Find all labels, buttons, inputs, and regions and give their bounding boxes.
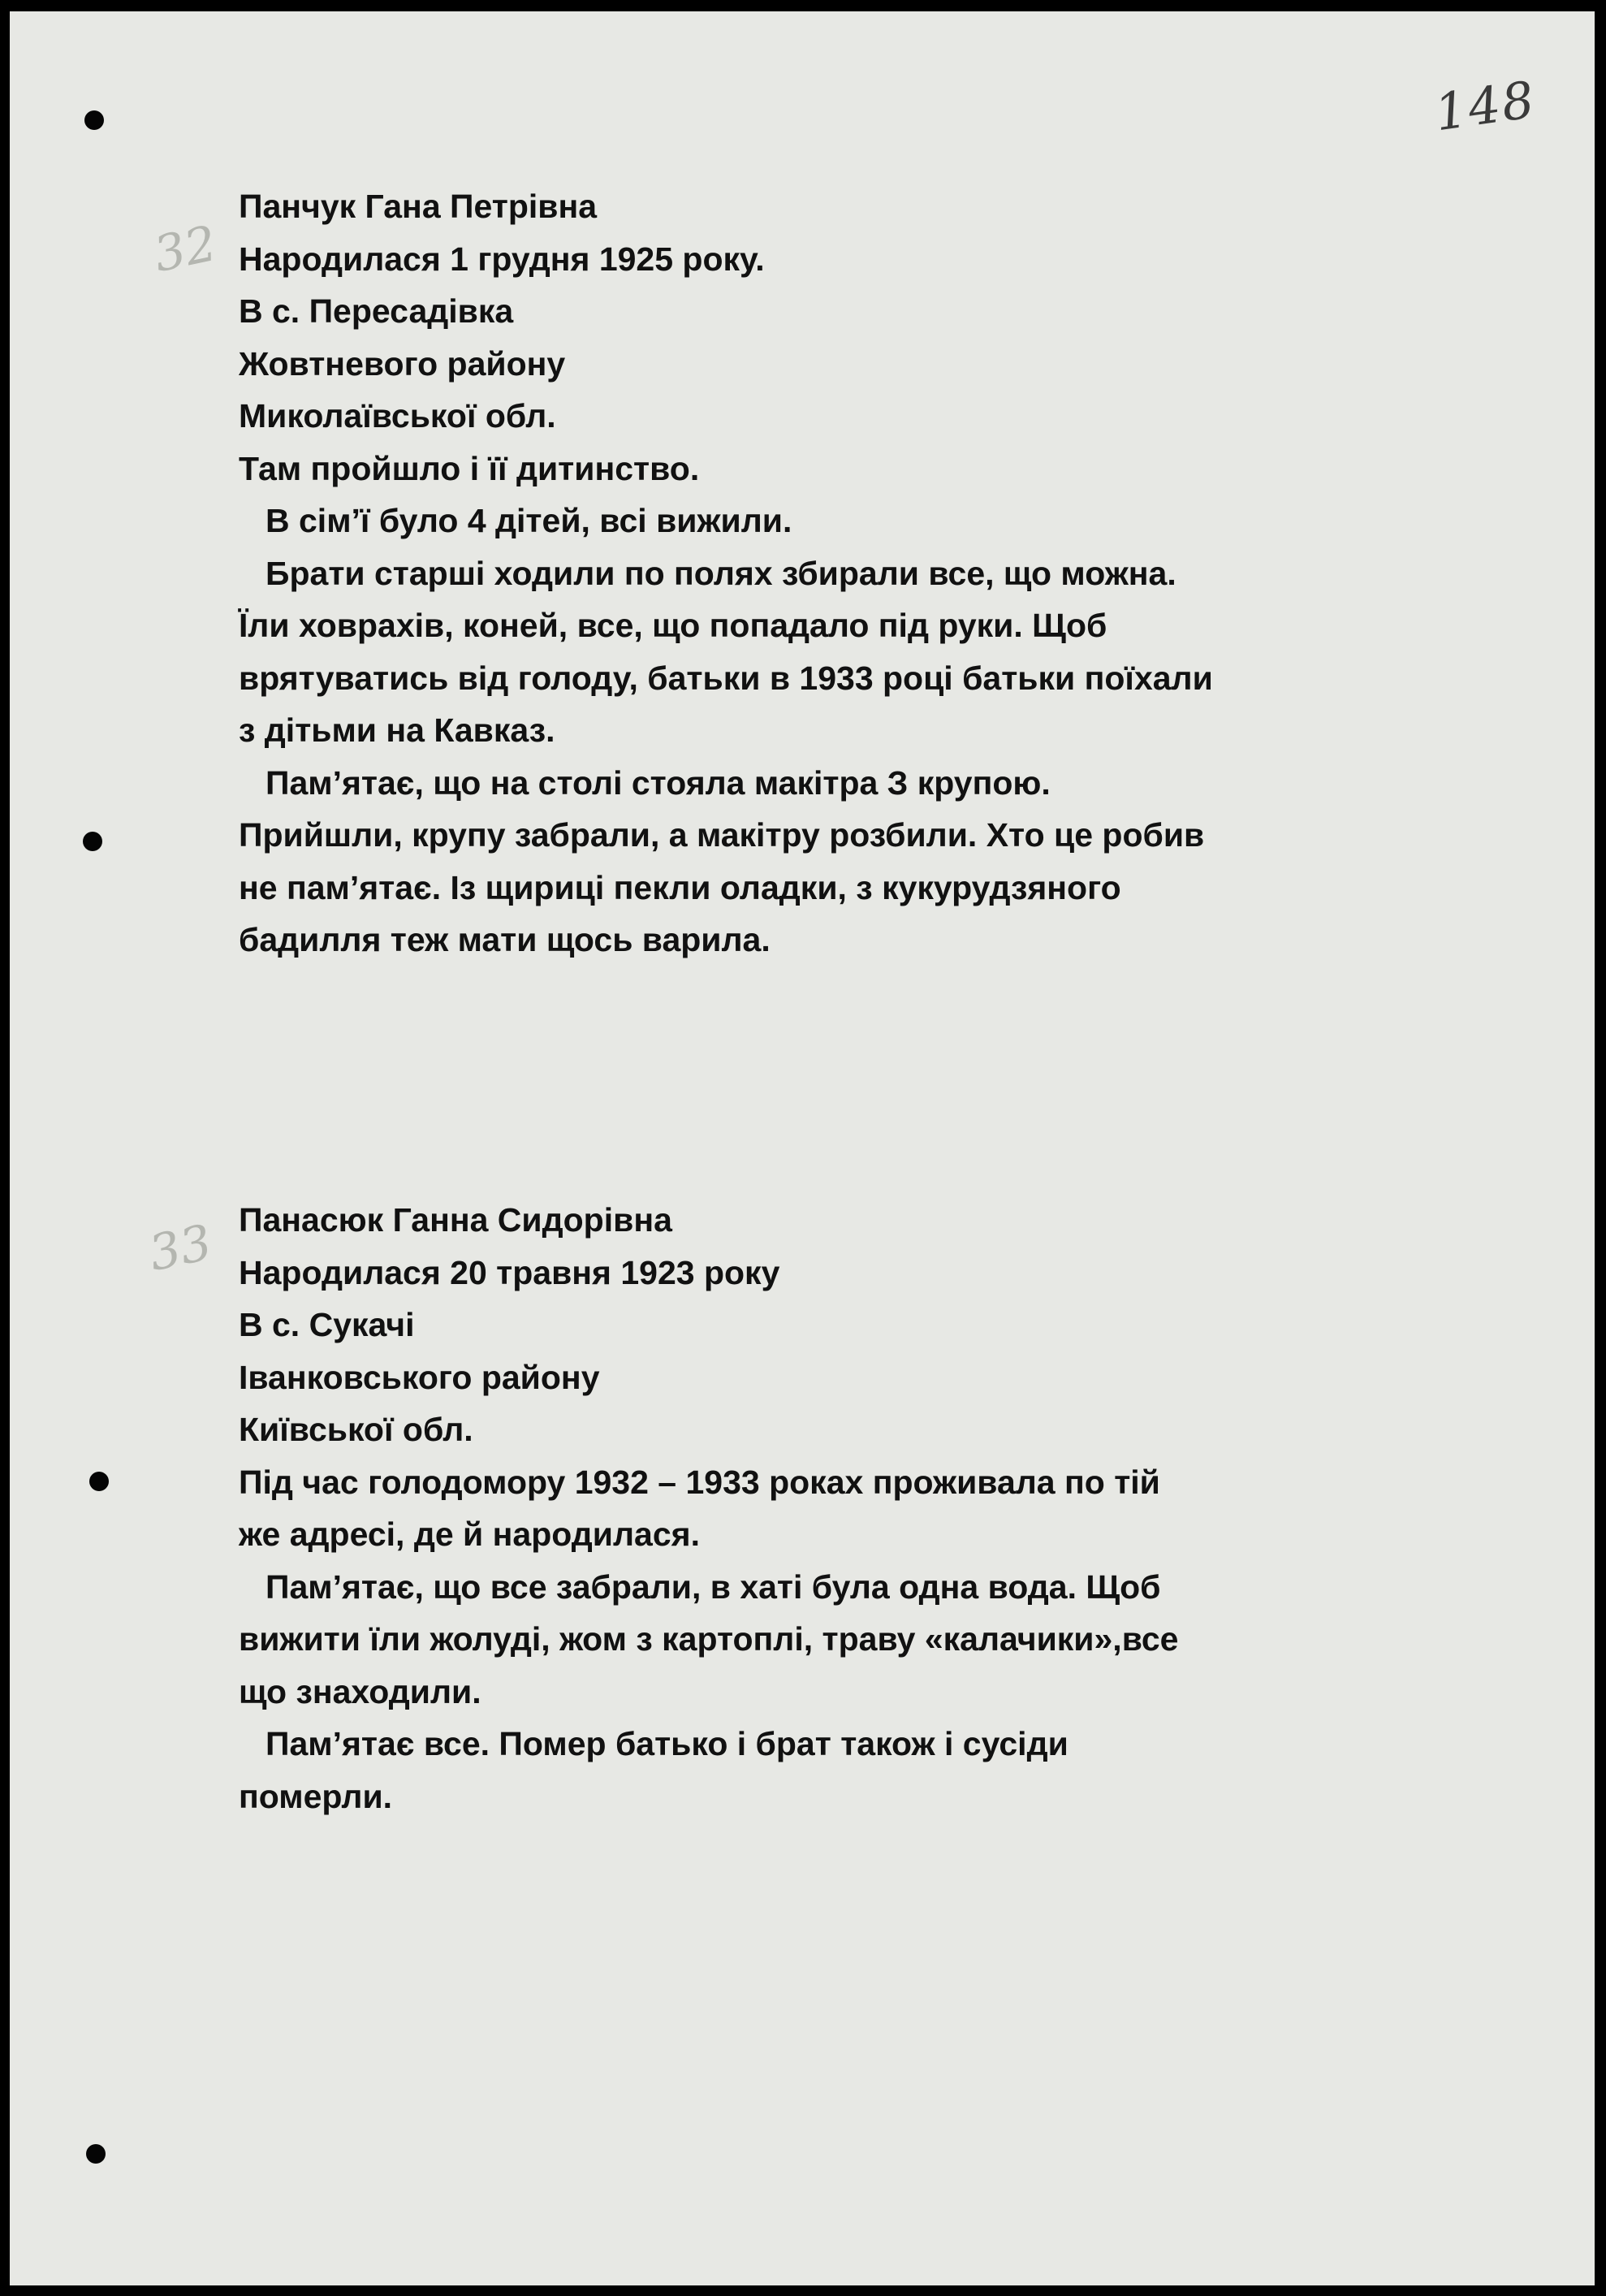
- document-page: [10, 11, 1595, 2285]
- entry-line: бадилля теж мати щось варила.: [239, 921, 771, 958]
- entry-name: Панчук Гана Петрівна: [239, 188, 598, 225]
- entry-line: Їли ховрахів, коней, все, що попадало під руки. Щоб: [239, 607, 1107, 644]
- entry-line: з дітьми на Кавказ.: [239, 711, 555, 749]
- entry-name: Панасюк Ганна Сидорівна: [239, 1201, 672, 1239]
- entry-line: Жовтневого району: [239, 344, 566, 383]
- entry-line: Іванковського району: [239, 1358, 600, 1396]
- handwritten-entry-number: 33: [144, 1213, 217, 1283]
- punch-hole: [83, 832, 102, 851]
- entry-line: Миколаївської обл.: [239, 397, 556, 435]
- entry-line: Під час голодомору 1932 – 1933 роках проживала по тій: [239, 1463, 1160, 1501]
- entry-line: вижити їли жолуді, жом з картоплі, траву «калачики»,все: [239, 1620, 1179, 1658]
- entry-line: В сім’ї було 4 дітей, всі вижили.: [266, 502, 792, 539]
- handwritten-page-number: 148: [1431, 69, 1539, 143]
- testimony-entry: [239, 180, 1570, 966]
- entry-line: Прийшли, крупу забрали, а макітру розбили. Хто це робив: [239, 816, 1205, 854]
- entry-line: не пам’ятає. Із щириці пекли оладки, з кукурудзяного: [239, 868, 1121, 906]
- entry-line: Київської обл.: [239, 1411, 473, 1448]
- entry-line: Там пройшло і її дитинство.: [239, 449, 700, 487]
- punch-hole: [86, 2144, 106, 2164]
- entry-line: врятуватись від голоду, батьки в 1933 році батьки поїхали: [239, 659, 1213, 697]
- entry-line: померли.: [239, 1777, 393, 1815]
- punch-hole: [84, 110, 104, 130]
- entry-line: Народилася 20 травня 1923 року: [239, 1253, 780, 1291]
- entry-line: же адресі, де й народилася.: [239, 1516, 700, 1553]
- entry-line: Пам’ятає, що все забрали, в хаті була одна вода. Щоб: [266, 1567, 1161, 1606]
- handwritten-entry-number: 32: [149, 214, 222, 284]
- entry-line: В с. Сукачі: [239, 1306, 415, 1343]
- entry-line: Народилася 1 грудня 1925 року.: [239, 240, 765, 278]
- entry-line: Брати старші ходили по полях збирали все, що можна.: [266, 554, 1176, 592]
- entry-line: що знаходили.: [239, 1672, 481, 1710]
- entry-line: Пам’ятає, що на столі стояла макітра З крупою.: [266, 763, 1051, 802]
- testimony-entry: [239, 1194, 1570, 1823]
- entry-line: В с. Пересадівка: [239, 292, 514, 330]
- entry-line: Пам’ятає все. Помер батько і брат також і сусіди: [266, 1725, 1069, 1762]
- punch-hole: [89, 1472, 109, 1491]
